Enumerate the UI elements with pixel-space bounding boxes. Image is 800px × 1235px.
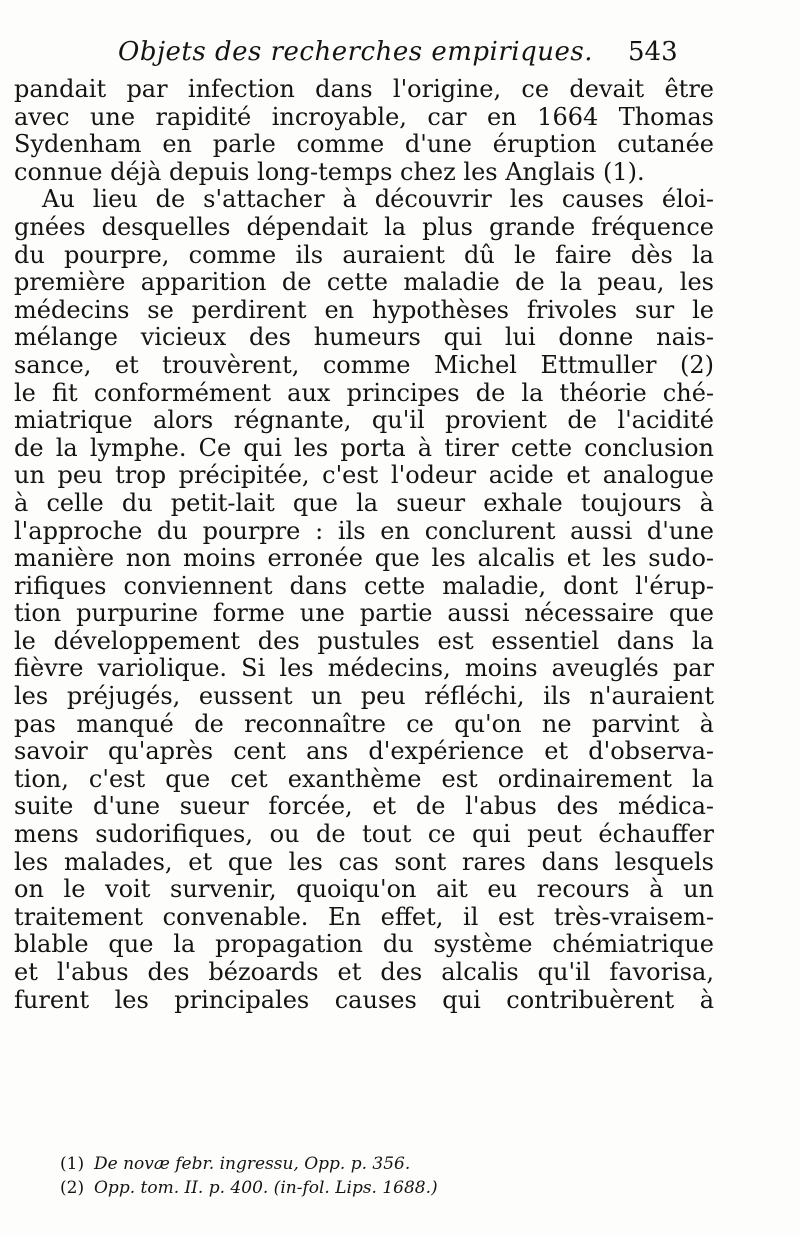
text-line: rifiques conviennent dans cette maladie, dont l'érup- xyxy=(14,571,714,600)
text-line: tion, c'est que cet exanthème est ordinairement la xyxy=(14,764,714,793)
text-line: médecins se perdirent en hypothèses frivoles sur le xyxy=(14,295,714,324)
text-line: pas manqué de reconnaître ce qu'on ne parvint à xyxy=(14,709,714,738)
text-line: avec une rapidité incroyable, car en 1664 Thomas xyxy=(14,102,714,131)
footnote-mark: (1) xyxy=(60,1154,85,1174)
footnote xyxy=(60,1152,660,1176)
text-line: le développement des pustules est essentiel dans la xyxy=(14,626,714,655)
text-line: mens sudorifiques, ou de tout ce qui peut échauffer xyxy=(14,820,714,849)
running-title: Objets des recherches empiriques. xyxy=(118,37,593,67)
text-line: connue déjà depuis long-temps chez les Anglais (1). xyxy=(14,157,645,186)
text-line: les préjugés, eussent un peu réfléchi, ils n'auraient xyxy=(14,682,714,711)
text-line: sance, et trouvèrent, comme Michel Ettmuller (2) xyxy=(14,350,714,379)
page-number: 543 xyxy=(628,37,678,67)
text-line: et l'abus des bézoards et des alcalis qu'il favorisa, xyxy=(14,958,714,986)
footnote-text: De novæ febr. ingressu, Opp. p. 356. xyxy=(94,1154,411,1174)
text-line: suite d'une sueur forcée, et de l'abus des médica- xyxy=(14,792,714,821)
text-line: traitement convenable. En effet, il est très-vraisem- xyxy=(14,902,714,931)
text-line: les malades, et que les cas sont rares dans lesquels xyxy=(14,847,714,876)
footnote-text: Opp. tom. II. p. 400. (in-fol. Lips. 1688.) xyxy=(94,1178,438,1198)
text-line: première apparition de cette maladie de la peau, les xyxy=(14,268,714,297)
text-line: furent les principales causes qui contribuèrent à xyxy=(14,985,714,1014)
text-line: mélange vicieux des humeurs qui lui donne nais- xyxy=(14,323,714,352)
footnotes xyxy=(60,1152,660,1200)
text-line: on le voit survenir, quoiqu'on ait eu recours à un xyxy=(14,875,714,904)
body-text xyxy=(14,76,714,1014)
text-line: savoir qu'après cent ans d'expérience et d'observa- xyxy=(14,737,714,766)
text-line: gnées desquelles dépendait la plus grande fréquence xyxy=(14,212,714,241)
running-head xyxy=(0,34,800,74)
text-line: Sydenham en parle comme d'une éruption cutanée xyxy=(14,130,714,159)
text-line: du pourpre, comme ils auraient dû le faire dès la xyxy=(14,240,714,269)
text-line: miatrique alors régnante, qu'il provient de l'acidité xyxy=(14,406,714,435)
text-line: l'approche du pourpre : ils en conclurent aussi d'une xyxy=(14,516,714,545)
text-line: tion purpurine forme une partie aussi nécessaire que xyxy=(14,599,714,628)
text-line: à celle du petit-lait que la sueur exhale toujours à xyxy=(14,488,714,517)
text-line: le fit conformément aux principes de la théorie ché- xyxy=(14,378,714,407)
text-line: Au lieu de s'attacher à découvrir les causes éloi- xyxy=(42,185,714,214)
text-line: blable que la propagation du système chémiatrique xyxy=(14,930,714,959)
text-line: fièvre variolique. Si les médecins, moins aveuglés par xyxy=(14,654,714,683)
text-line: un peu trop précipitée, c'est l'odeur acide et analogue xyxy=(14,461,714,490)
footnote xyxy=(60,1176,660,1200)
footnote-mark: (2) xyxy=(60,1178,85,1198)
text-line: de la lymphe. Ce qui les porta à tirer cette conclusion xyxy=(14,433,714,462)
text-line: pandait par infection dans l'origine, ce devait être xyxy=(14,75,714,103)
text-line: manière non moins erronée que les alcalis et les sudo- xyxy=(14,544,714,573)
